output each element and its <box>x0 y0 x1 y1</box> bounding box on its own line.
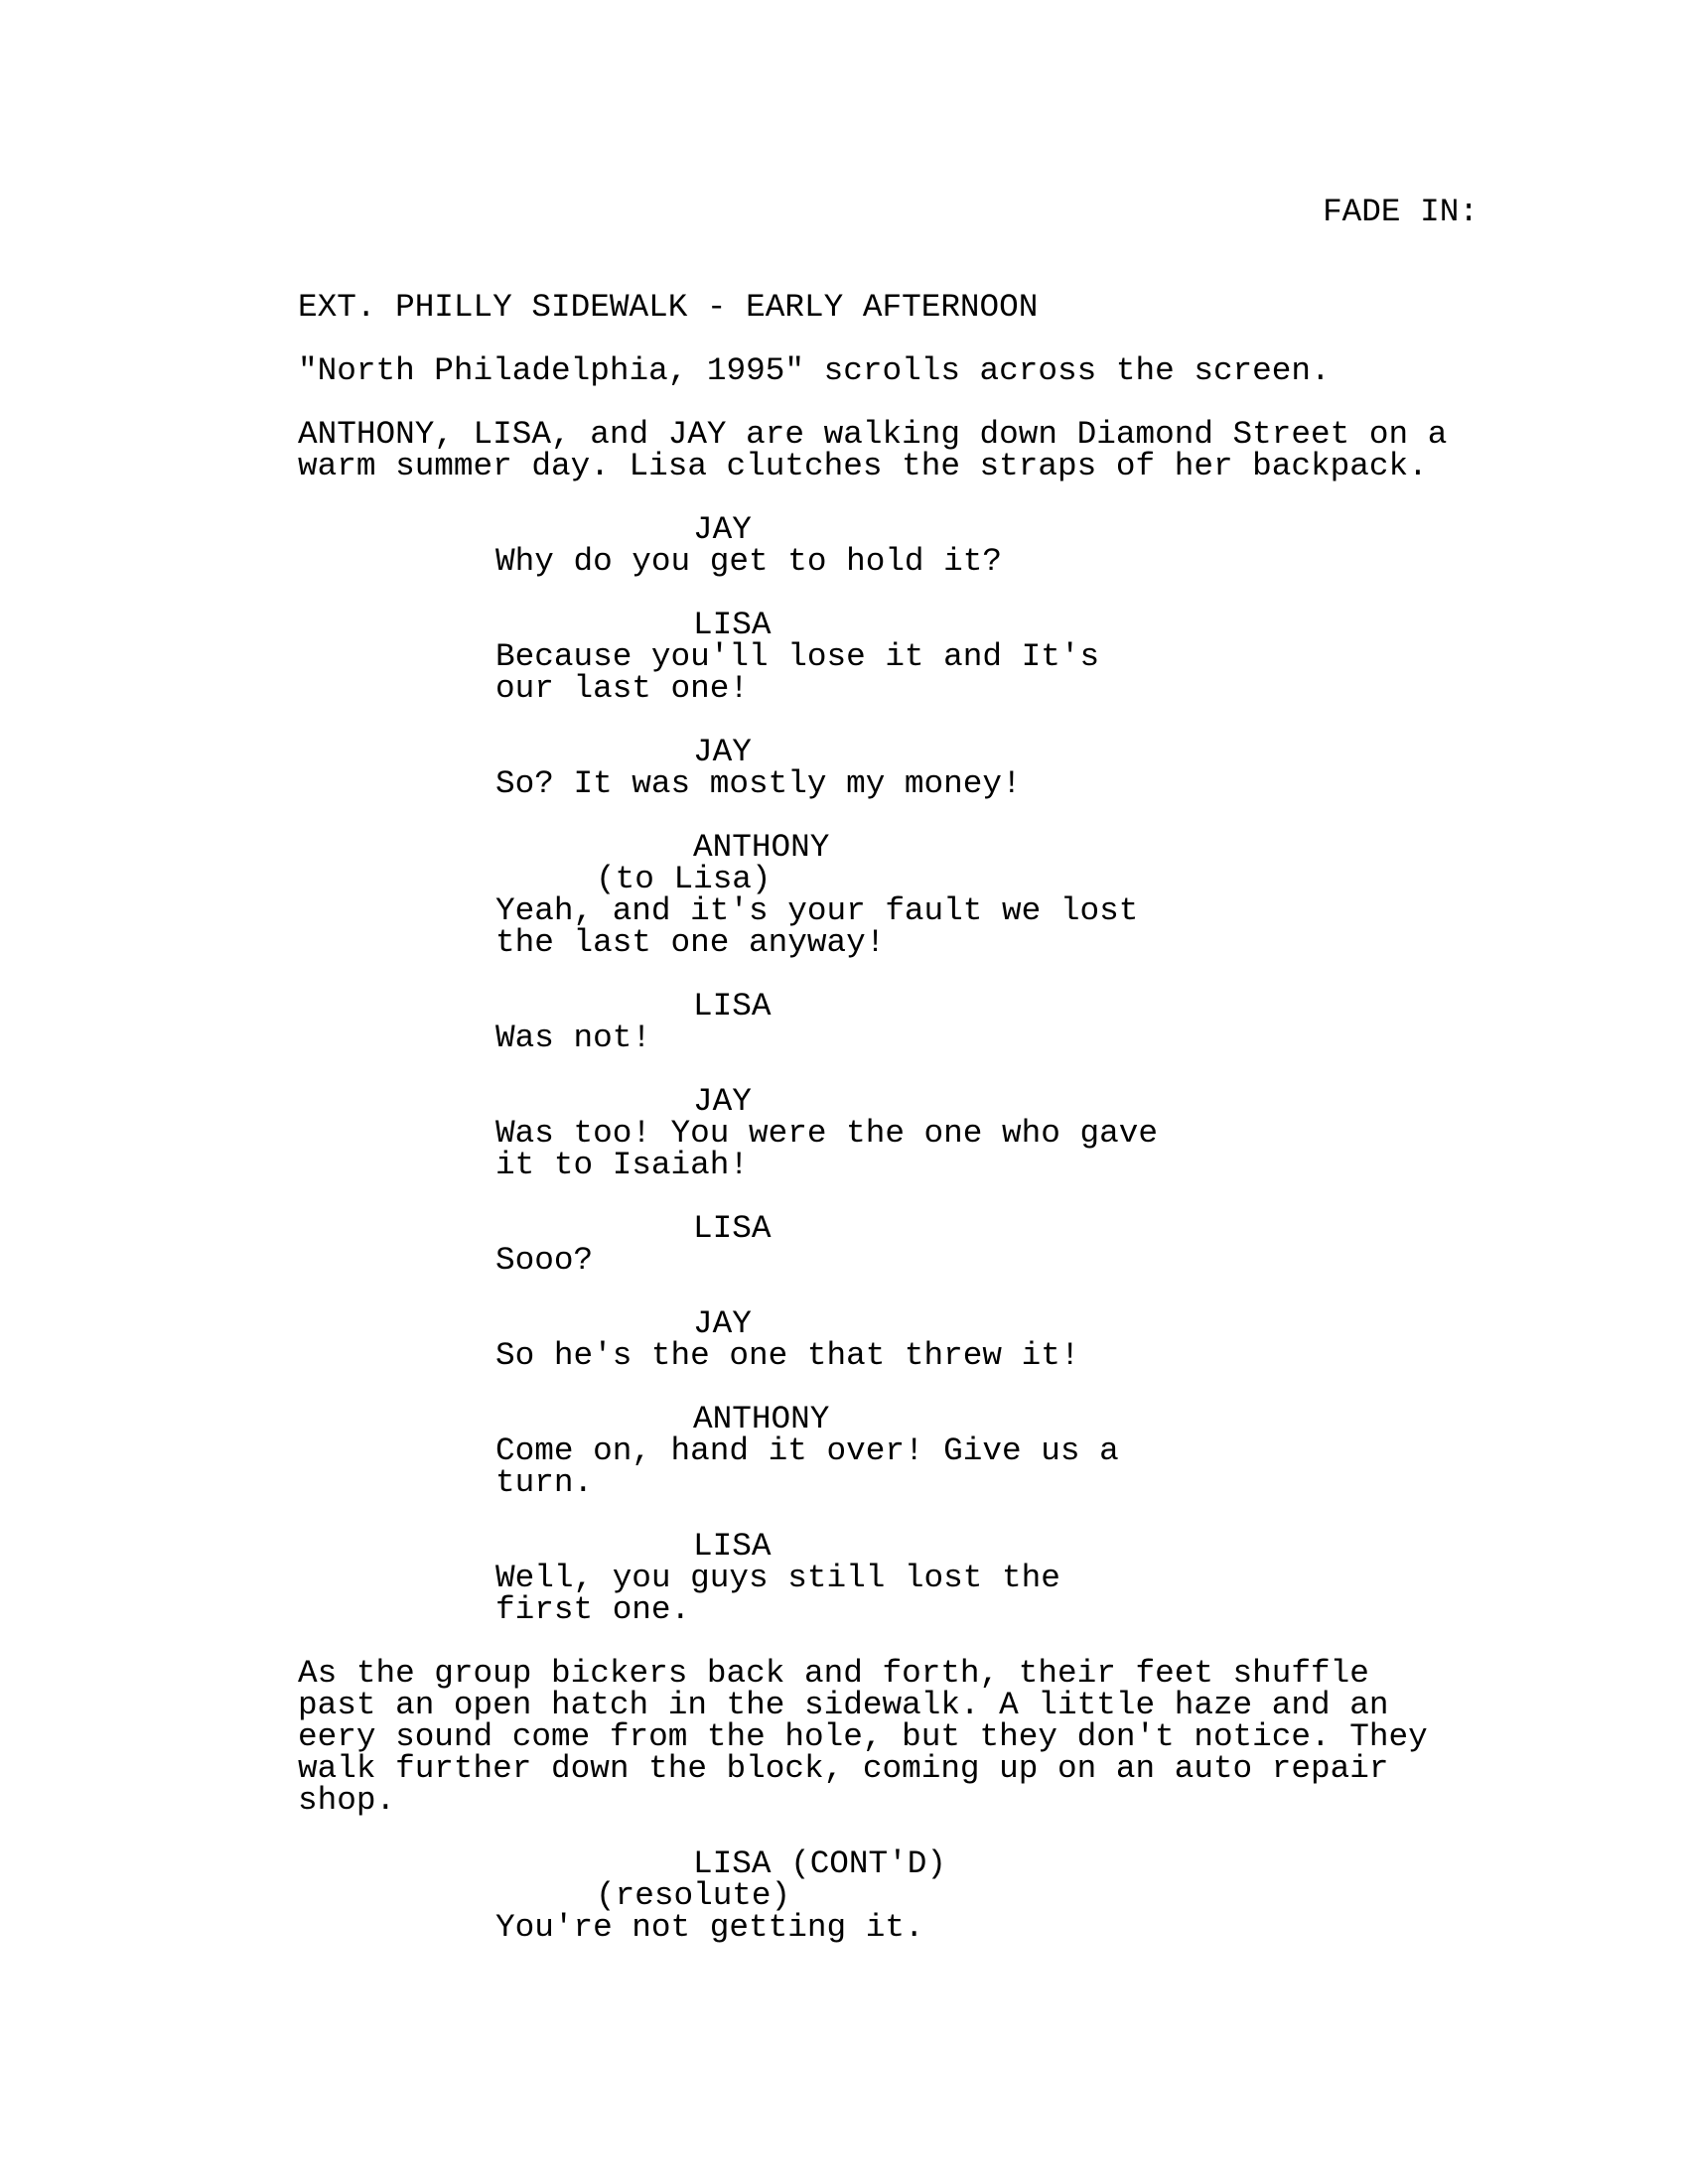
action-line: ANTHONY, LISA, and JAY are walking down Diamond Street on a <box>298 416 1448 453</box>
action-line: warm summer day. Lisa clutches the straps of her backpack. <box>298 448 1428 484</box>
character-name: LISA <box>693 1528 772 1565</box>
character-name: LISA <box>693 1210 772 1247</box>
dialogue-line: Was too! You were the one who gave <box>495 1115 1158 1152</box>
character-name: LISA (CONT'D) <box>693 1845 947 1882</box>
dialogue-line: Because you'll lose it and It's <box>495 638 1100 675</box>
dialogue-line: You're not getting it. <box>495 1909 924 1946</box>
character-name: ANTHONY <box>693 1401 830 1437</box>
action-line: shop. <box>298 1782 396 1819</box>
dialogue-line: Well, you guys still lost the <box>495 1560 1060 1596</box>
transition: FADE IN: <box>1323 194 1478 230</box>
action-line: As the group bickers back and forth, their feet shuffle <box>298 1655 1369 1692</box>
action-line: walk further down the block, coming up on an auto repair <box>298 1750 1389 1787</box>
action-line: "North Philadelphia, 1995" scrolls across the screen. <box>298 352 1331 389</box>
dialogue-line: Come on, hand it over! Give us a <box>495 1433 1119 1469</box>
parenthetical: (resolute) <box>596 1877 791 1914</box>
character-name: JAY <box>693 1305 752 1342</box>
action-line: eery sound come from the hole, but they don't notice. They <box>298 1718 1428 1755</box>
parenthetical: (to Lisa) <box>596 861 772 897</box>
character-name: LISA <box>693 988 772 1024</box>
dialogue-line: Yeah, and it's your fault we lost <box>495 892 1139 929</box>
character-name: JAY <box>693 734 752 770</box>
dialogue-line: the last one anyway! <box>495 924 886 961</box>
character-name: ANTHONY <box>693 829 830 866</box>
dialogue-line: it to Isaiah! <box>495 1147 750 1183</box>
dialogue-line: So he's the one that threw it! <box>495 1337 1080 1374</box>
action-line: past an open hatch in the sidewalk. A little haze and an <box>298 1687 1389 1723</box>
dialogue-line: turn. <box>495 1464 594 1501</box>
dialogue-line: Sooo? <box>495 1242 594 1279</box>
scene-heading: EXT. PHILLY SIDEWALK - EARLY AFTERNOON <box>298 289 1039 326</box>
dialogue-line: our last one! <box>495 670 750 707</box>
dialogue-line: Why do you get to hold it? <box>495 543 1003 580</box>
character-name: JAY <box>693 1083 752 1120</box>
dialogue-line: So? It was mostly my money! <box>495 765 1022 802</box>
character-name: LISA <box>693 607 772 643</box>
dialogue-line: Was not! <box>495 1020 651 1056</box>
character-name: JAY <box>693 511 752 548</box>
dialogue-line: first one. <box>495 1591 691 1628</box>
